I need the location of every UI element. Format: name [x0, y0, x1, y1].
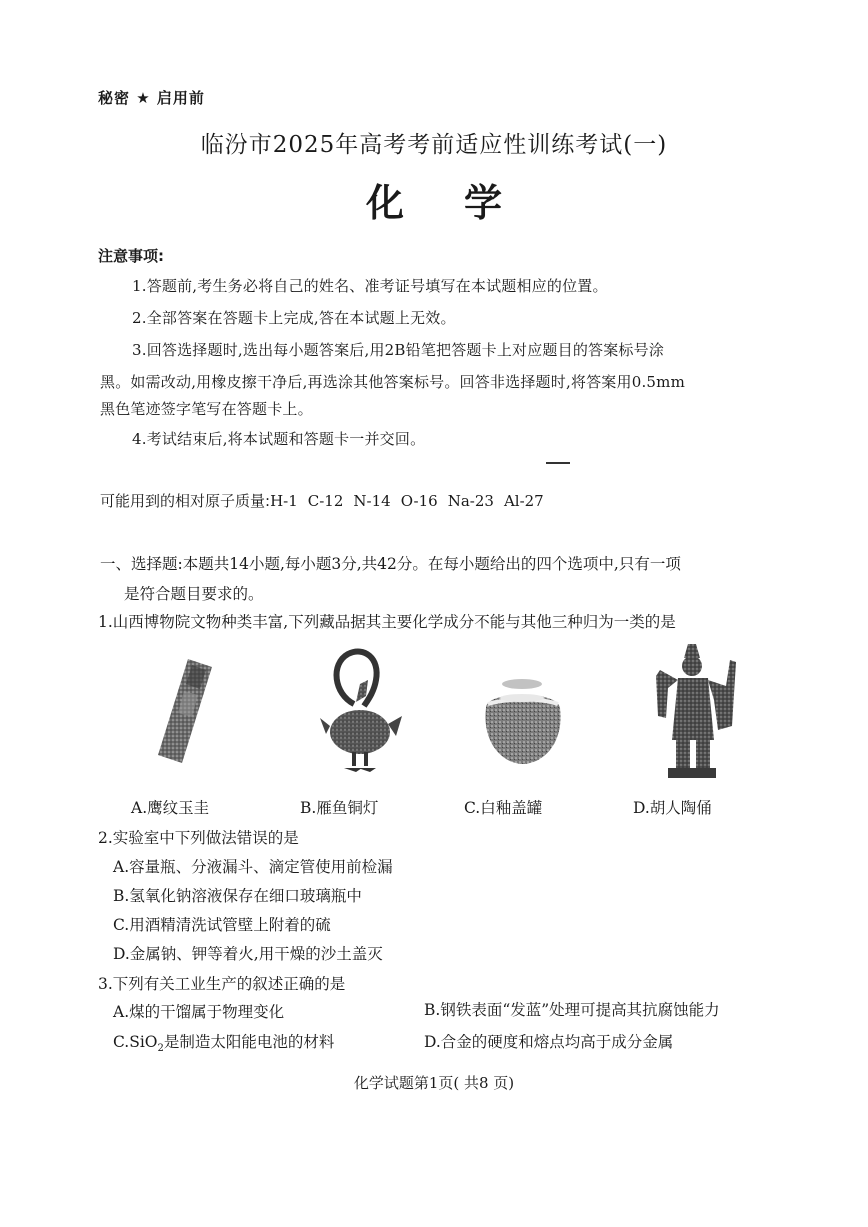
pottery-figurine-icon	[652, 640, 736, 786]
notice-line: 2.全部答案在答题卡上完成,答在本试题上无效。	[132, 309, 456, 327]
question-2-stem: 2.实验室中下列做法错误的是	[98, 829, 299, 847]
secret-label: 秘密 ★ 启用前	[98, 89, 205, 107]
q3-option-d: D.合金的硬度和熔点均高于成分金属	[424, 1033, 674, 1051]
q3-option-c-suffix: 是制造太阳能电池的材料	[163, 1033, 335, 1051]
q2-option-b: B.氢氧化钠溶液保存在细口玻璃瓶中	[113, 887, 362, 905]
atomic-masses-label: 可能用到的相对原子质量:	[100, 492, 271, 510]
q1-option-a: A.鹰纹玉圭	[131, 799, 210, 817]
question-1-stem: 1.山西博物院文物种类丰富,下列藏品据其主要化学成分不能与其他三种归为一类的是	[98, 613, 676, 631]
atomic-mass-item: H-1	[270, 492, 298, 510]
glazed-jar-icon	[478, 668, 568, 772]
atomic-masses	[100, 490, 554, 511]
atomic-mass-item: Al-27	[503, 492, 544, 510]
exam-title: 临汾市2025年高考考前适应性训练考试(一)	[200, 132, 668, 158]
atomic-mass-item: Na-23	[447, 492, 494, 510]
q2-option-c: C.用酒精清洗试管壁上附着的硫	[113, 916, 331, 934]
subject-title: 化学	[365, 181, 562, 225]
q3-option-c-prefix: C.SiO	[113, 1033, 158, 1051]
notice-line: 4.考试结束后,将本试题和答题卡一并交回。	[132, 430, 426, 448]
atomic-mass-item: N-14	[353, 492, 391, 510]
q3-option-a: A.煤的干馏属于物理变化	[113, 1003, 285, 1021]
section-heading: 一、选择题:本题共14小题,每小题3分,共42分。在每小题给出的四个选项中,只有一项	[100, 555, 681, 573]
notice-line: 黑。如需改动,用橡皮擦干净后,再选涂其他答案标号。回答非选择题时,将答案用0.5mm	[100, 373, 686, 391]
bronze-lamp-icon	[316, 644, 408, 780]
jade-tablet-icon	[148, 655, 220, 771]
q2-option-d: D.金属钠、钾等着火,用干燥的沙土盖灭	[113, 945, 383, 963]
q3-option-b: B.钢铁表面“发蓝”处理可提高其抗腐蚀能力	[424, 1001, 720, 1019]
page-footer: 化学试题第1页( 共8 页)	[353, 1074, 515, 1092]
q1-option-c: C.白釉盖罐	[464, 799, 543, 817]
q3-option-c	[113, 1030, 334, 1054]
separator-mark	[546, 462, 570, 464]
atomic-mass-item: O-16	[400, 492, 438, 510]
q3-option-c-subscript: 2	[157, 1043, 164, 1055]
question-3-stem: 3.下列有关工业生产的叙述正确的是	[98, 975, 346, 993]
q1-option-d: D.胡人陶俑	[633, 799, 712, 817]
atomic-mass-item: C-12	[307, 492, 344, 510]
notice-line: 1.答题前,考生务必将自己的姓名、准考证号填写在本试题相应的位置。	[132, 277, 608, 295]
q1-option-b: B.雁鱼铜灯	[300, 799, 379, 817]
notice-line: 黑色笔迹签字笔写在答题卡上。	[100, 400, 313, 418]
notice-heading: 注意事项:	[98, 247, 164, 265]
section-heading-cont: 是符合题目要求的。	[124, 585, 264, 603]
q2-option-a: A.容量瓶、分液漏斗、滴定管使用前检漏	[113, 858, 393, 876]
notice-line: 3.回答选择题时,选出每小题答案后,用2B铅笔把答题卡上对应题目的答案标号涂	[132, 341, 665, 359]
